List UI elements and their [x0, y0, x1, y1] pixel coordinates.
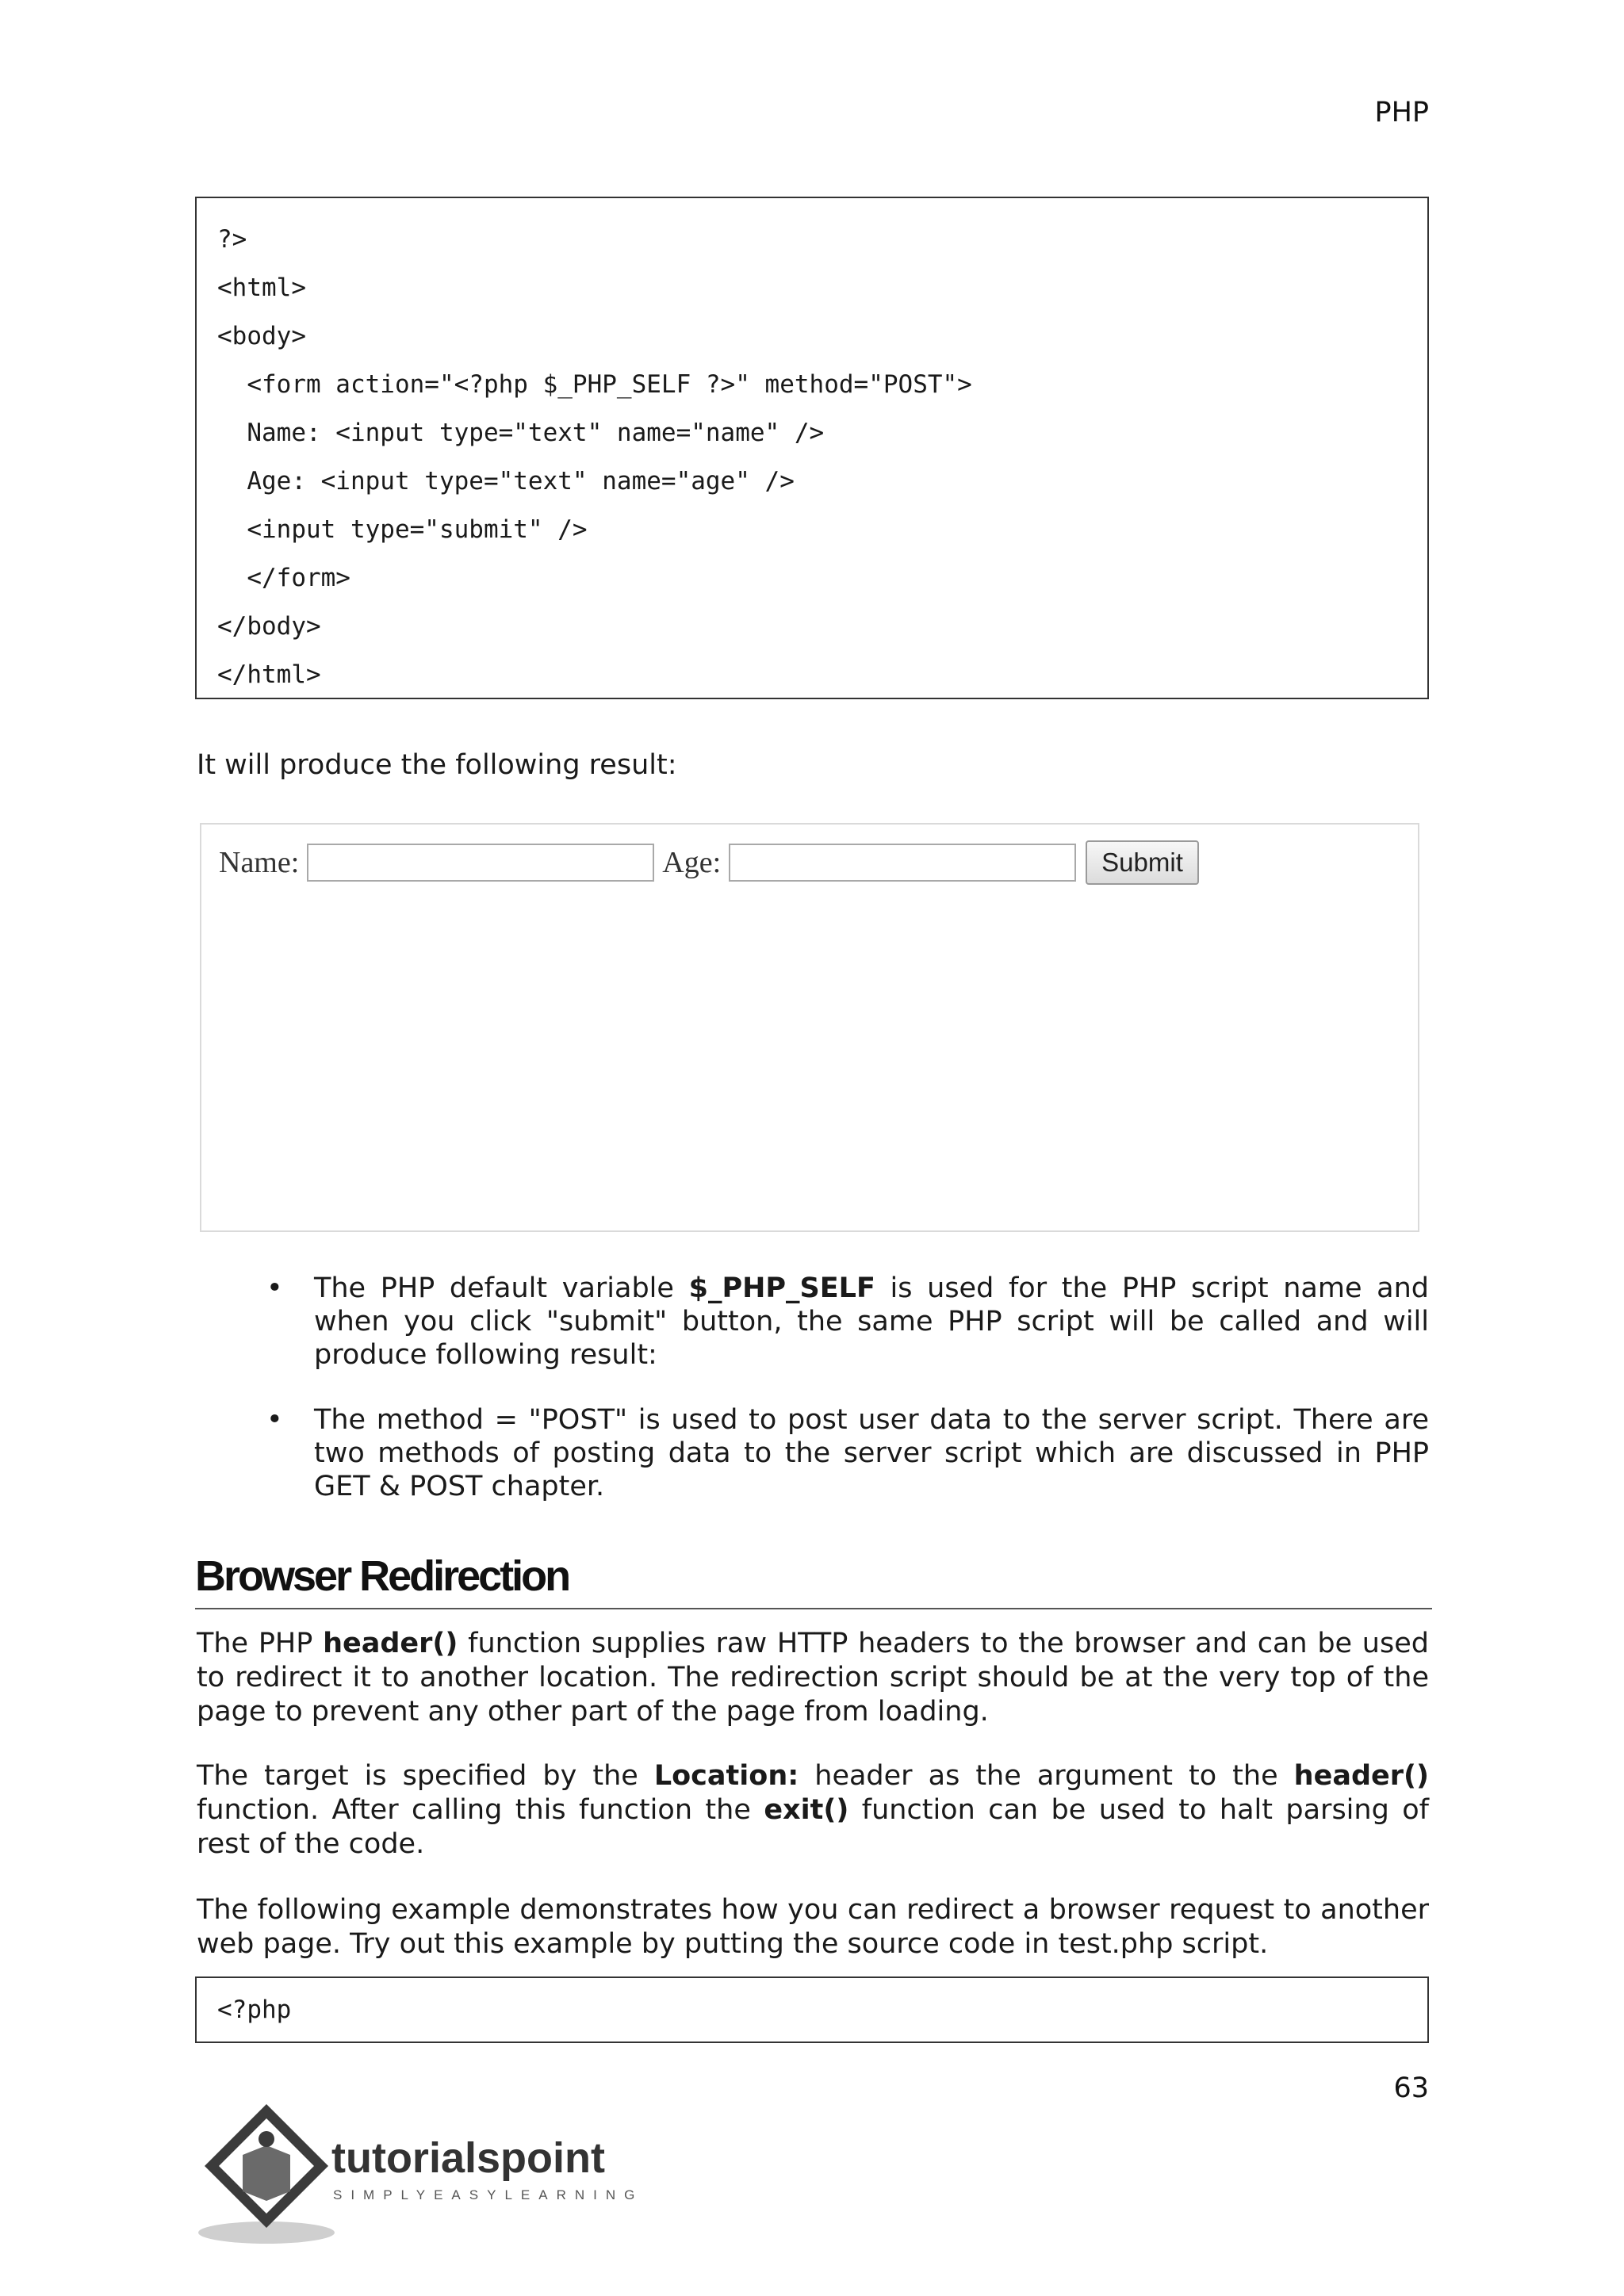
reader-head-icon	[259, 2131, 274, 2147]
code-block-redirect	[195, 1976, 1429, 2043]
logo-tagline: SIMPLYEASYLEARNING	[333, 2187, 644, 2202]
paragraph-header-function	[197, 1627, 1429, 1729]
result-form	[219, 840, 1199, 885]
bullet-dot-icon: •	[266, 1272, 283, 1304]
name-label: Name:	[219, 846, 300, 879]
age-input[interactable]	[729, 844, 1076, 882]
code-term: header()	[1293, 1760, 1429, 1792]
text: function can be used to halt parsing of rest of the code.	[197, 1794, 1429, 1860]
text: function supplies raw HTTP headers to the browser and can be used to redirect it to another location. The redirection script should be at the very top of the page to prevent any other part of the page from loading.	[197, 1628, 1429, 1728]
code-term: Location:	[653, 1760, 799, 1792]
page-number: 63	[1393, 2072, 1429, 2104]
paragraph-location	[197, 1759, 1429, 1862]
code-line: <html>	[217, 274, 306, 302]
code-term: exit()	[764, 1794, 849, 1826]
bullet-dot-icon: •	[266, 1404, 283, 1436]
code-line: </form>	[217, 564, 350, 592]
submit-button[interactable]: Submit	[1086, 840, 1199, 885]
bullet-text: is used for the PHP script name and when you click "submit" button, the same PHP script will be called and will produce following result:	[314, 1272, 1429, 1371]
paragraph-example: The following example demonstrates how you can redirect a browser request to another web page. Try out this example by putting the source code in test.php script.	[197, 1894, 1429, 1960]
age-label: Age:	[662, 846, 722, 879]
text: function. After calling this function the	[197, 1794, 764, 1826]
tutorialspoint-logo	[195, 2099, 671, 2247]
text: The PHP	[197, 1628, 324, 1659]
code-line: <input type="submit" />	[217, 515, 588, 544]
book-icon	[243, 2145, 290, 2201]
bullet-bold: $_PHP_SELF	[688, 1272, 875, 1304]
logo-wordmark: tutorialspoint	[331, 2134, 605, 2182]
section-heading: Browser Redirection	[195, 1552, 1432, 1609]
list-item	[197, 1272, 1429, 1372]
code-line: Name: <input type="text" name="name" />	[217, 419, 825, 447]
code-line: ?>	[217, 225, 247, 254]
code-term: header()	[323, 1628, 458, 1659]
code-line: </html>	[217, 660, 321, 689]
text: header as the argument to the	[799, 1760, 1294, 1792]
text: The target is specified by the	[197, 1760, 654, 1792]
code-line: </body>	[217, 612, 321, 641]
list-item	[197, 1403, 1429, 1503]
page-header-title: PHP	[1374, 97, 1429, 128]
bullet-text: The method = "POST" is used to post user data to the server script. There are two methods of posting data to the server script which are discussed in PHP GET & POST chapter.	[314, 1404, 1429, 1502]
bullet-list	[197, 1272, 1429, 1535]
code-line: Age: <input type="text" name="age" />	[217, 467, 795, 496]
code-line: <body>	[217, 322, 306, 350]
code-line: <?php	[217, 1996, 292, 2024]
bullet-text: The PHP default variable	[314, 1272, 689, 1304]
code-line: <form action="<?php $_PHP_SELF ?>" method="POST">	[217, 370, 972, 399]
code-block-form	[195, 197, 1429, 699]
result-intro-text: It will produce the following result:	[197, 749, 677, 781]
name-input[interactable]	[307, 844, 654, 882]
result-screenshot	[200, 823, 1419, 1232]
